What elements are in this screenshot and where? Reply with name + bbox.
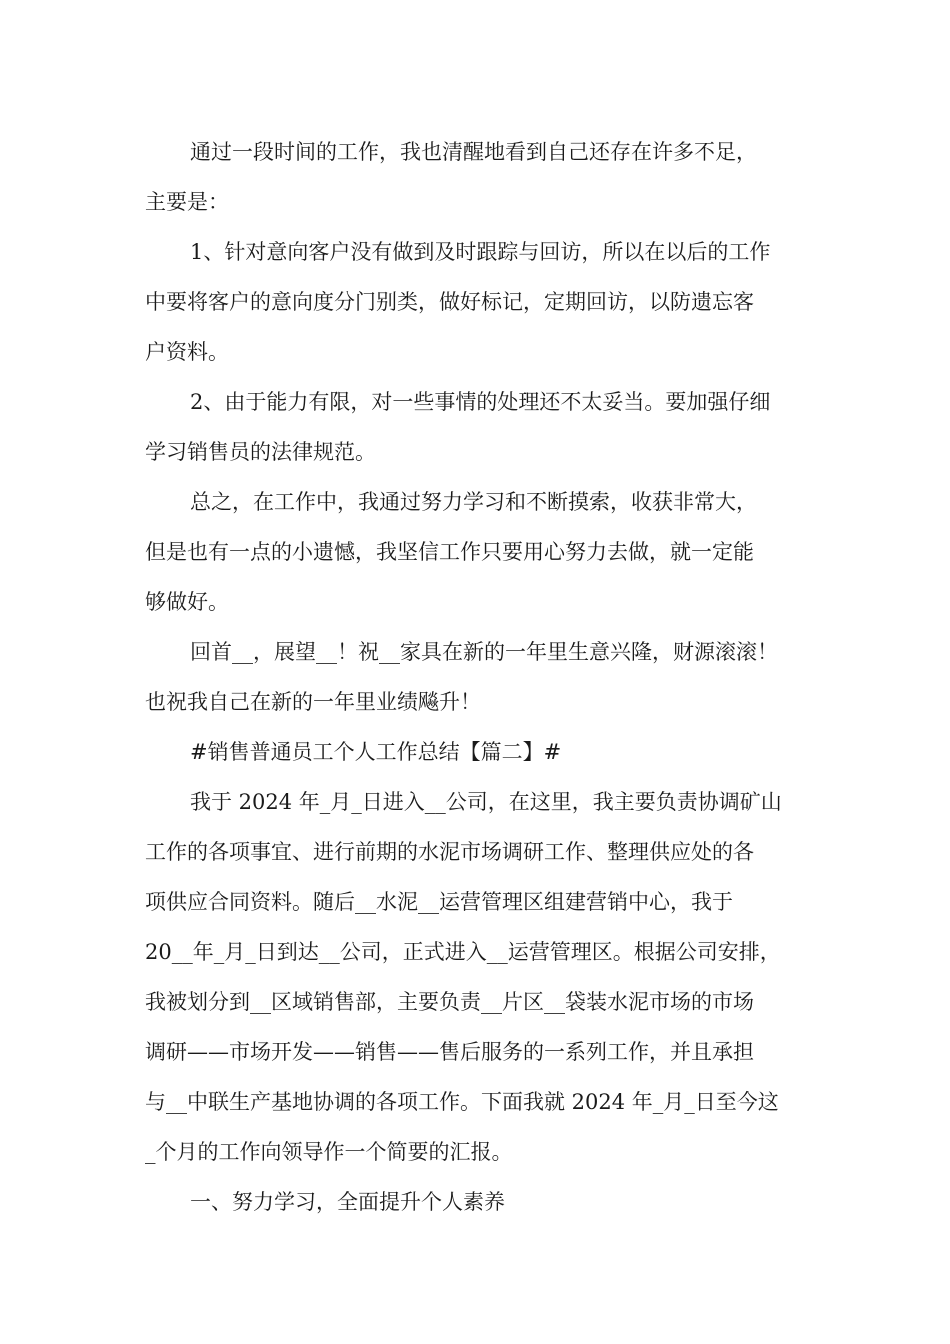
paragraph-line: 2、由于能力有限，对一些事情的处理还不太妥当。要加强仔细 — [190, 390, 771, 414]
paragraph-line: 通过一段时间的工作，我也清醒地看到自己还存在许多不足， — [190, 140, 757, 164]
paragraph-line: 我于 2024 年_月_日进入__公司，在这里，我主要负责协调矿山 — [190, 790, 782, 814]
paragraph-line: 20__年_月_日到达__公司，正式进入__运营管理区。根据公司安排， — [145, 940, 781, 964]
paragraph-line: 回首__，展望__！祝__家具在新的一年里生意兴隆，财源滚滚！ — [190, 640, 778, 664]
paragraph-line: 我被划分到__区域销售部，主要负责__片区__袋装水泥市场的市场 — [145, 990, 754, 1014]
paragraph-line: 中要将客户的意向度分门别类，做好标记，定期回访，以防遗忘客 — [145, 290, 754, 314]
paragraph-line: 1、针对意向客户没有做到及时跟踪与回访，所以在以后的工作 — [190, 240, 771, 264]
paragraph-line: 够做好。 — [145, 590, 229, 614]
paragraph-line: 项供应合同资料。随后__水泥__运营管理区组建营销中心，我于 — [145, 890, 733, 914]
section-heading: #销售普通员工个人工作总结【篇二】# — [190, 740, 562, 764]
paragraph-line: 与__中联生产基地协调的各项工作。下面我就 2024 年_月_日至今这 — [145, 1090, 779, 1114]
paragraph-line: 户资料。 — [145, 340, 229, 364]
paragraph-line: 也祝我自己在新的一年里业绩飚升！ — [145, 690, 481, 714]
paragraph-line: 调研——市场开发——销售——售后服务的一系列工作，并且承担 — [145, 1040, 754, 1064]
paragraph-line: 主要是： — [145, 190, 229, 214]
paragraph-line: 工作的各项事宜、进行前期的水泥市场调研工作、整理供应处的各 — [145, 840, 754, 864]
paragraph-line: 学习销售员的法律规范。 — [145, 440, 376, 464]
section-heading: 一、努力学习，全面提升个人素养 — [190, 1190, 505, 1214]
paragraph-line: 总之，在工作中，我通过努力学习和不断摸索，收获非常大， — [190, 490, 757, 514]
paragraph-line: 但是也有一点的小遗憾，我坚信工作只要用心努力去做，就一定能 — [145, 540, 754, 564]
paragraph-line: _个月的工作向领导作一个简要的汇报。 — [145, 1140, 513, 1164]
